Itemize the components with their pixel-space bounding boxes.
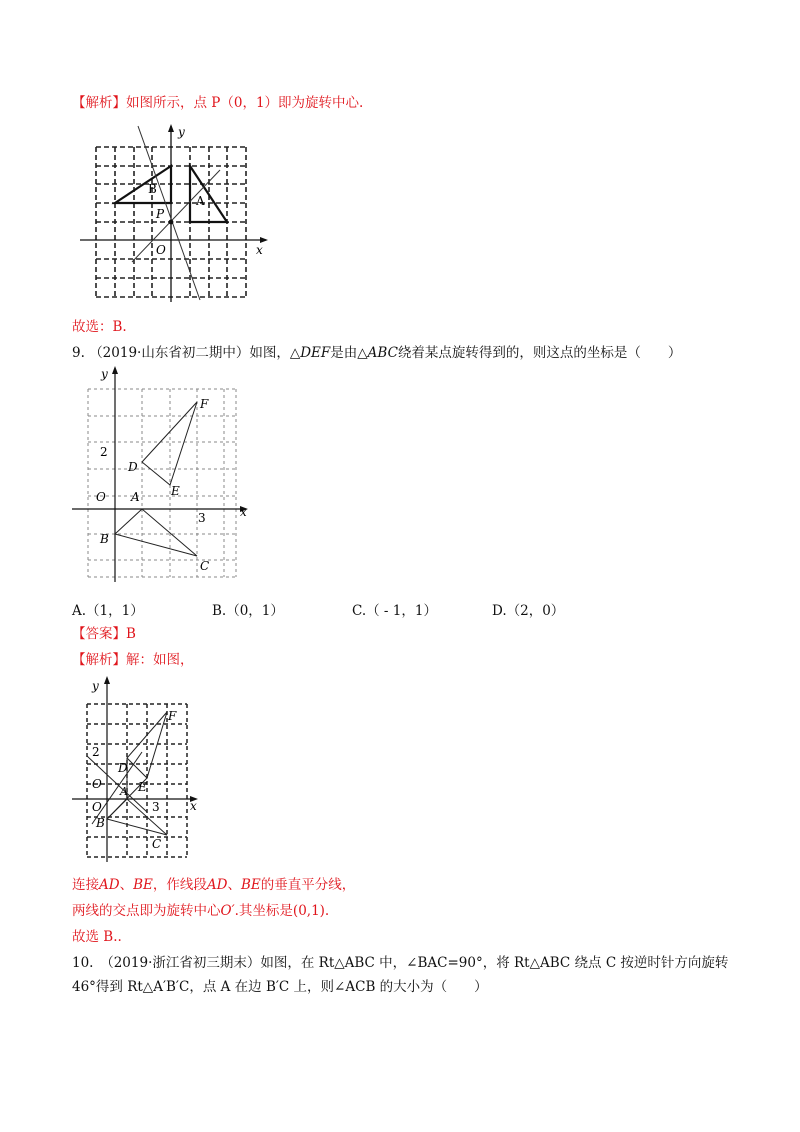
fig2-e-label: E (171, 484, 180, 498)
fig1-y-label: y (178, 125, 185, 139)
question-10-line-1: 10. （2019·浙江省初三期末）如图，在 Rt△ABC 中，∠BAC=90°，将 Rt△ABC 绕点 C 按逆时针方向旋转 (72, 955, 729, 971)
fig1-a-label: A (196, 194, 205, 208)
fig2-o-label: O (96, 490, 106, 504)
q9-source: （2019·山东省初二期中）如图，△ (89, 345, 301, 361)
fig2-tick-2: 2 (100, 445, 108, 459)
fig3-d-label: D (118, 761, 128, 775)
exp1-be2: BE (240, 877, 261, 893)
fig2-y-label: y (101, 367, 108, 381)
exp2-o: O′ (220, 903, 235, 919)
exp1-ad: AD (99, 877, 120, 893)
analysis-line-2 (72, 651, 194, 669)
answer-tag: 【答案】 (72, 626, 126, 642)
figure-1-rotation-grid (80, 122, 280, 304)
option-c: C.（ - 1，1） (352, 603, 437, 619)
fig1-x-label: x (256, 243, 263, 257)
option-b: B.（0，1） (212, 603, 284, 619)
fig3-o-prime-label: O (92, 777, 102, 791)
exp1-b: ，作线段 (152, 877, 207, 893)
exp1-ad2: AD (206, 877, 228, 893)
option-d: D.（2，0） (492, 603, 565, 619)
exp1-a: 连接 (72, 877, 99, 893)
exp1-c: 的垂直平分线， (260, 877, 356, 893)
analysis-tag: 【解析】 (72, 95, 126, 111)
analysis-tag-2: 【解析】 (72, 652, 126, 668)
fig3-tick-2: 2 (92, 745, 100, 759)
question-9 (72, 344, 681, 362)
fig3-x-label: x (190, 799, 197, 813)
q9-tail: 绕着某点旋转得到的，则这点的坐标是（ ） (397, 345, 682, 361)
fig3-f-label: F (168, 709, 177, 723)
exp2-b: .其坐标是(0,1). (234, 903, 330, 919)
fig3-a-label: A (120, 785, 128, 798)
fig1-b-label: B (148, 182, 157, 196)
fig3-b-label: B (96, 816, 105, 830)
fig3-o-label: O (92, 800, 102, 814)
analysis-line-1 (72, 94, 363, 112)
fig3-e-label: E (138, 780, 147, 794)
fig2-c-label: C (200, 559, 210, 573)
fig2-f-label: F (200, 397, 209, 411)
fig2-x-label: x (240, 505, 247, 519)
q9-number: 9. (72, 345, 85, 361)
answer-line (72, 625, 136, 643)
fig2-tick-3: 3 (198, 511, 206, 525)
fig2-a-label: A (131, 490, 140, 504)
question-10-line-2: 46°得到 Rt△A′B′C，点 A 在边 B′C 上，则∠ACB 的大小为（ ） (72, 979, 488, 995)
choose-2: 故选 B.. (72, 929, 122, 945)
analysis-text: 如图所示，点 P（0，1）即为旋转中心. (126, 95, 364, 111)
fig3-tick-3: 3 (152, 800, 160, 814)
option-a: A.（1，1） (72, 603, 144, 619)
exp1-be: BE (133, 877, 153, 893)
answer-value: B (126, 626, 136, 642)
fig1-p-label: P (156, 207, 165, 221)
q9-mid: 是由△ (330, 345, 368, 361)
exp1-sep: 、 (119, 877, 134, 893)
figure-3-bisectors (72, 674, 204, 864)
explanation-line-2 (72, 902, 329, 920)
fig3-y-label: y (92, 679, 99, 693)
exp2-a: 两线的交点即为旋转中心 (72, 903, 221, 919)
exp1-sep2: 、 (227, 877, 241, 893)
fig1-o-label: O (156, 243, 166, 257)
fig2-d-label: D (128, 460, 138, 474)
q9-abc: ABC (367, 345, 398, 361)
explanation-line-1 (72, 876, 355, 894)
fig2-b-label: B (100, 532, 109, 546)
analysis-text-2: 解：如图， (126, 652, 194, 668)
fig3-c-label: C (152, 837, 162, 851)
figure-2-triangles (70, 364, 256, 586)
q9-def: DEF (300, 345, 331, 361)
choose-1: 故选：B. (72, 319, 127, 335)
